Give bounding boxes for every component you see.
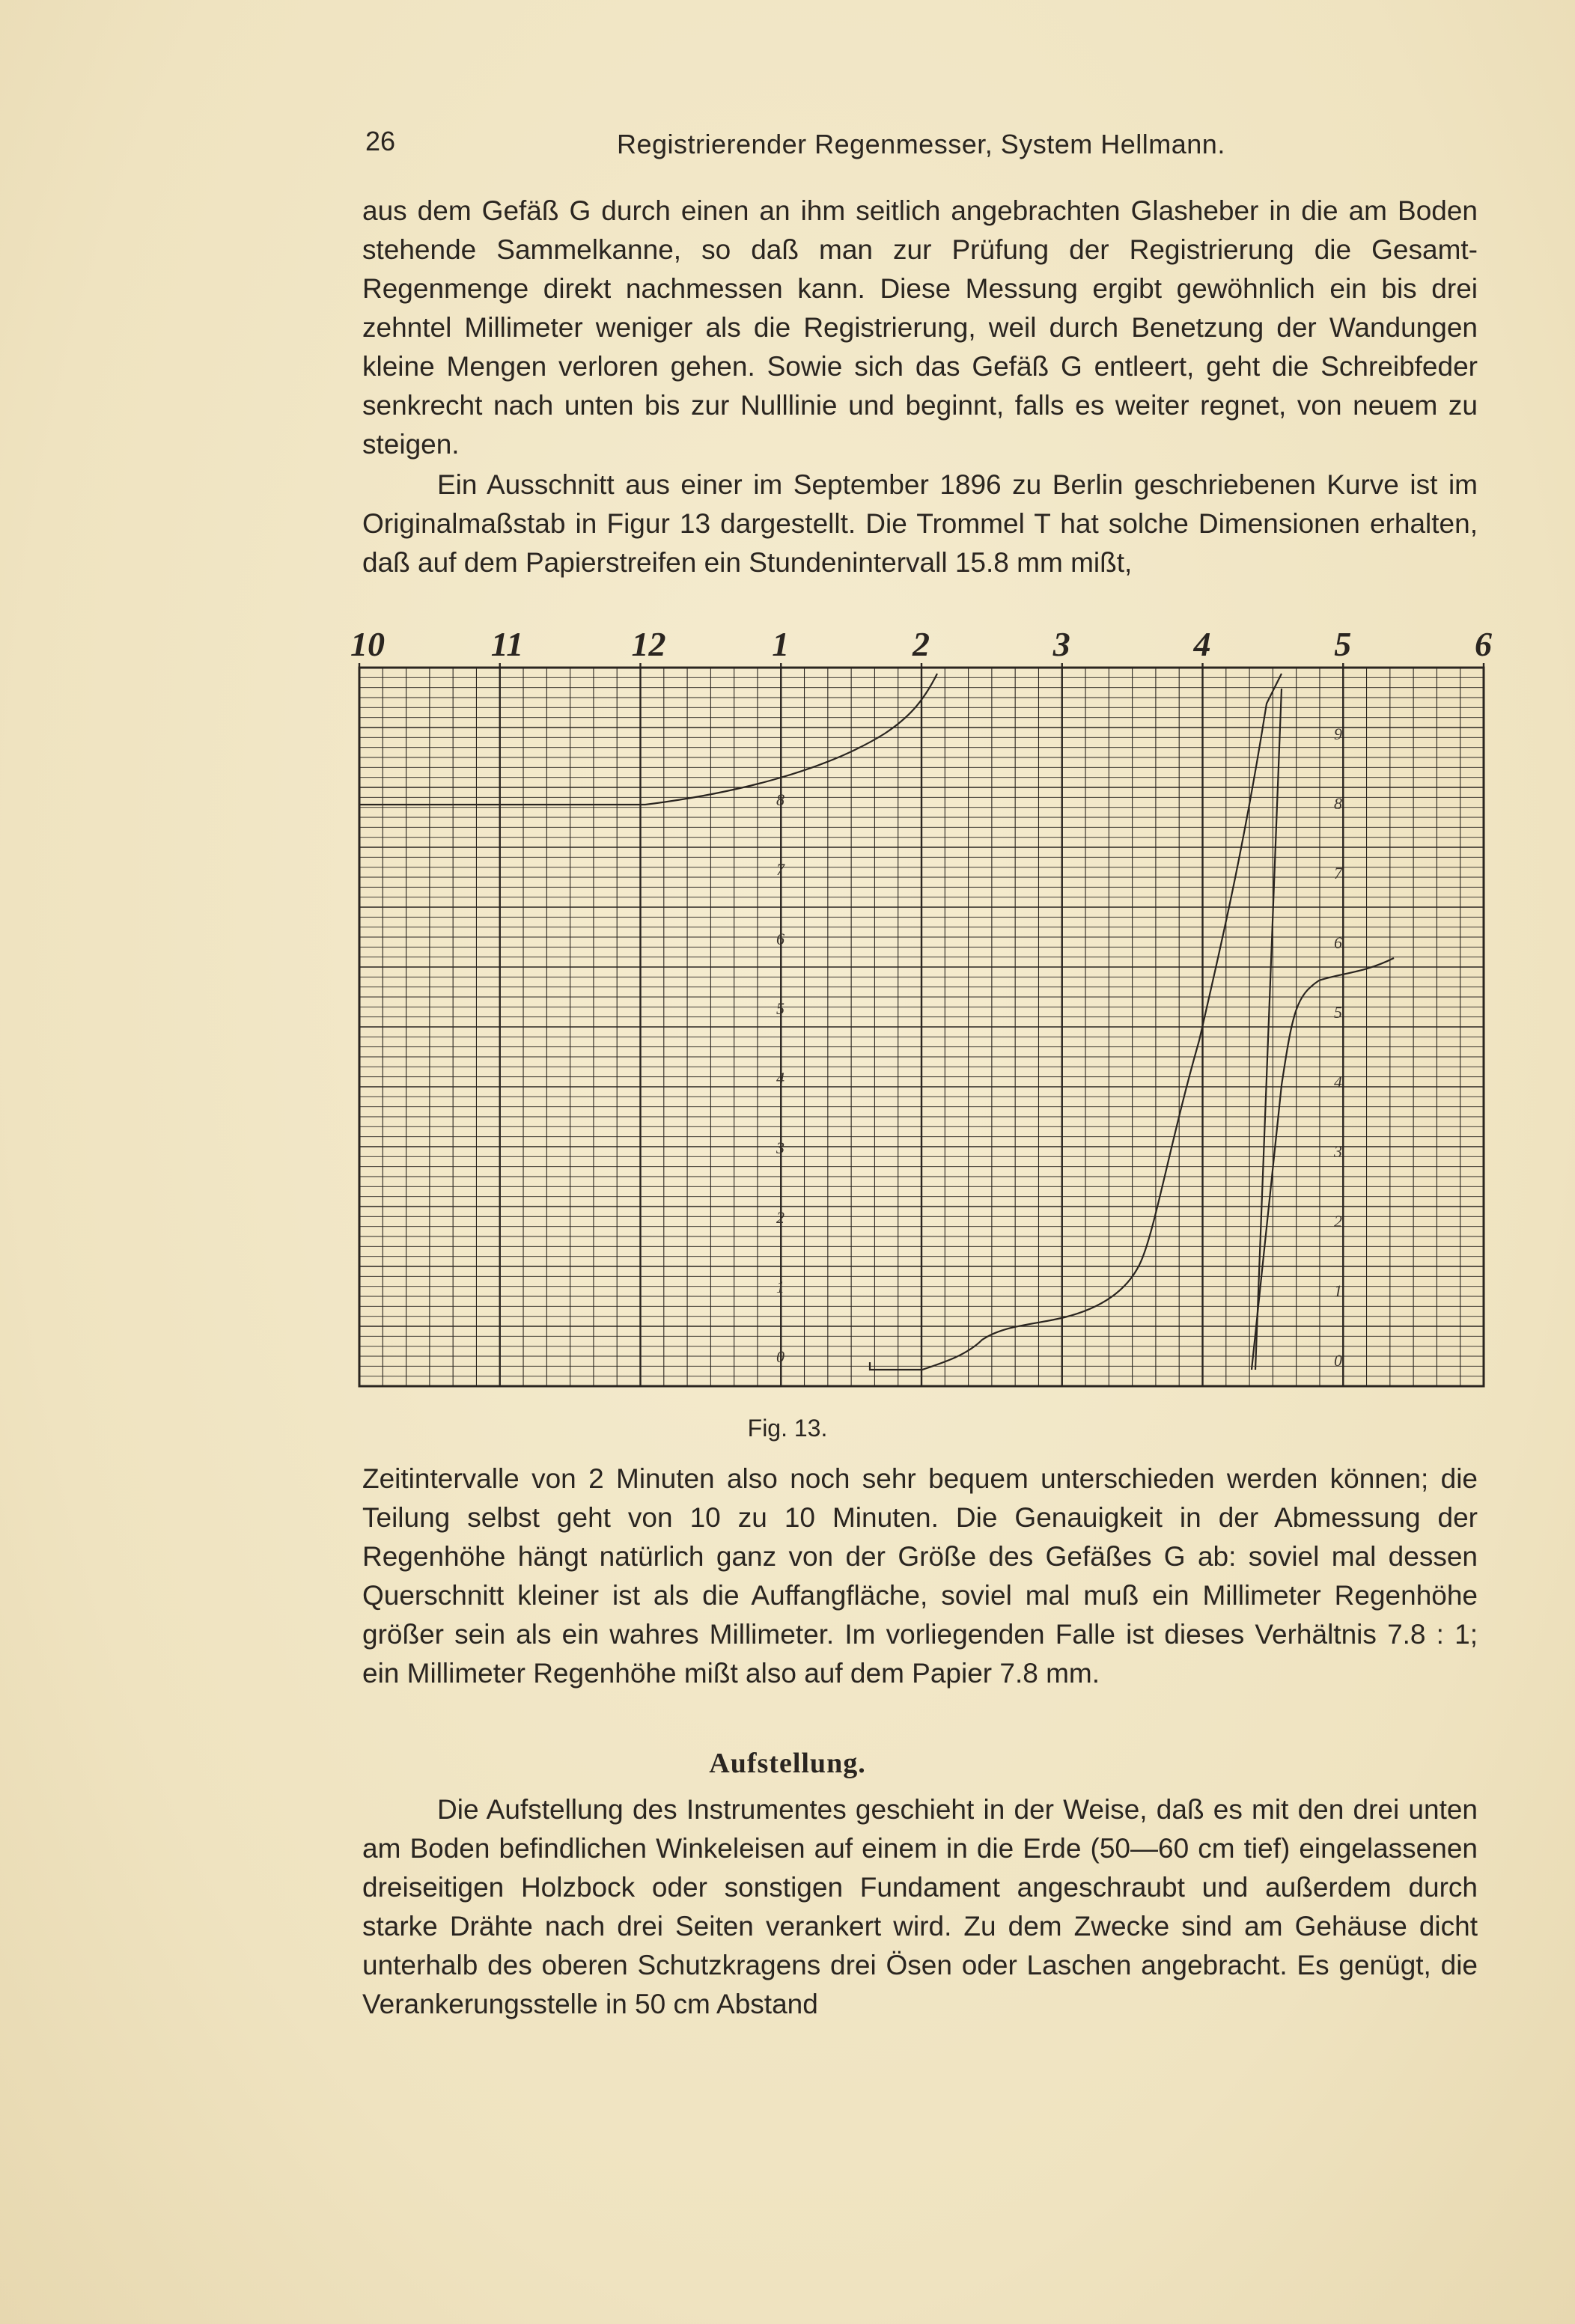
paragraph-4 xyxy=(362,1790,1478,2024)
scale-label: 3 xyxy=(1334,1142,1342,1161)
scale-label: 4 xyxy=(776,1069,785,1088)
hour-label: 11 xyxy=(490,625,524,663)
curve-segment xyxy=(870,674,1282,1370)
paragraph-text: Ein Ausschnitt aus einer im September 1896 zu Berlin geschriebenen Kurve ist im Originalmaßstab in Figur 13 dargestellt. Die Trommel T hat solche Dimensionen erhalten, daß auf dem Papierstreifen ein Stundenintervall 15.8 mm mißt, xyxy=(362,469,1478,578)
hour-label: 5 xyxy=(1334,625,1352,663)
scale-label: 6 xyxy=(776,930,785,948)
scale-label: 5 xyxy=(1334,1003,1342,1022)
page-number: 26 xyxy=(365,126,396,156)
scale-label: 3 xyxy=(776,1138,785,1157)
figure-13-rain-gauge-chart xyxy=(346,621,1514,1400)
hour-label: 4 xyxy=(1193,625,1211,663)
hour-label: 12 xyxy=(631,625,666,663)
scale-label: 4 xyxy=(1334,1073,1342,1091)
paragraph-text: Zeitintervalle von 2 Minuten also noch sehr bequem unterschieden werden können; die Teilung selbst geht von 10 zu 10 Minuten. Die Genauigkeit in der Abmessung der Regenhöhe hängt natürlich ganz von der Größe des Gefäßes G ab: soviel mal dessen Querschnitt kleiner ist als die Auffangfläche, soviel mal muß ein Millimeter Regenhöhe größer sein als ein wahres Millimeter. Im vorliegenden Falle ist dieses Verhältnis 7.8 : 1; ein Millimeter Regenhöhe mißt also auf dem Papier 7.8 mm. xyxy=(362,1463,1478,1689)
paragraph-1 xyxy=(362,192,1478,464)
scale-label: 6 xyxy=(1334,933,1342,952)
paragraph-2 xyxy=(362,466,1478,582)
scale-label: 5 xyxy=(776,999,785,1018)
chart-grid xyxy=(359,663,1484,1386)
paragraph-3 xyxy=(362,1460,1478,1693)
running-title: Registrierender Regenmesser, System Hellmann. xyxy=(617,129,1225,159)
recorded-curve xyxy=(359,674,1394,1370)
hour-label: 3 xyxy=(1052,625,1070,663)
figure-caption: Fig. 13. xyxy=(747,1415,828,1442)
page-header xyxy=(365,126,1488,171)
paragraph-text: Die Aufstellung des Instrumentes geschieht in der Weise, daß es mit den drei unten am Boden befindlichen Winkeleisen auf einem in die Erde (50—60 cm tief) eingelassenen dreiseitigen Holzbock oder sonstigen Fundament angeschraubt und außerdem durch starke Drähte nach drei Seiten verankert wird. Zu dem Zwecke sind am Gehäuse dicht unterhalb des oberen Schutzkragens drei Ösen oder Laschen angebracht. Es genügt, die Verankerungsstelle in 50 cm Abstand xyxy=(362,1794,1478,2019)
scale-label: 2 xyxy=(1334,1212,1342,1230)
curve-segment xyxy=(359,674,937,805)
scale-label: 7 xyxy=(1334,864,1342,882)
scale-label: 8 xyxy=(1334,794,1342,813)
hour-label: 2 xyxy=(913,625,930,663)
scale-label: 8 xyxy=(776,790,785,809)
curve-segment xyxy=(1255,689,1282,1370)
paragraph-text: aus dem Gefäß G durch einen an ihm seitlich angebrachten Glasheber in die am Boden stehende Sammelkanne, so daß man zur Prüfung der Registrierung die Gesamt-Regenmenge direkt nachmessen kann. Diese Messung ergibt gewöhnlich ein bis drei zehntel Millimeter weniger als die Registrierung, weil durch Benetzung der Wandungen kleine Mengen verloren gehen. Sowie sich das Gefäß G entleert, geht die Schreibfeder senkrecht nach unten bis zur Nulllinie und beginnt, falls es weiter regnet, von neuem zu steigen. xyxy=(362,195,1478,460)
scale-label: 1 xyxy=(776,1278,785,1296)
scale-label: 0 xyxy=(1334,1351,1342,1370)
scale-label: 7 xyxy=(776,860,785,879)
scale-label: 0 xyxy=(776,1347,785,1366)
section-heading: Aufstellung. xyxy=(709,1748,866,1779)
hour-label: 1 xyxy=(772,625,790,663)
scale-label: 1 xyxy=(1334,1281,1342,1300)
hour-labels xyxy=(350,625,1492,663)
scale-label: 9 xyxy=(1334,725,1342,743)
hour-label: 6 xyxy=(1475,625,1492,663)
hour-label: 10 xyxy=(350,625,385,663)
scale-label: 2 xyxy=(776,1208,785,1227)
